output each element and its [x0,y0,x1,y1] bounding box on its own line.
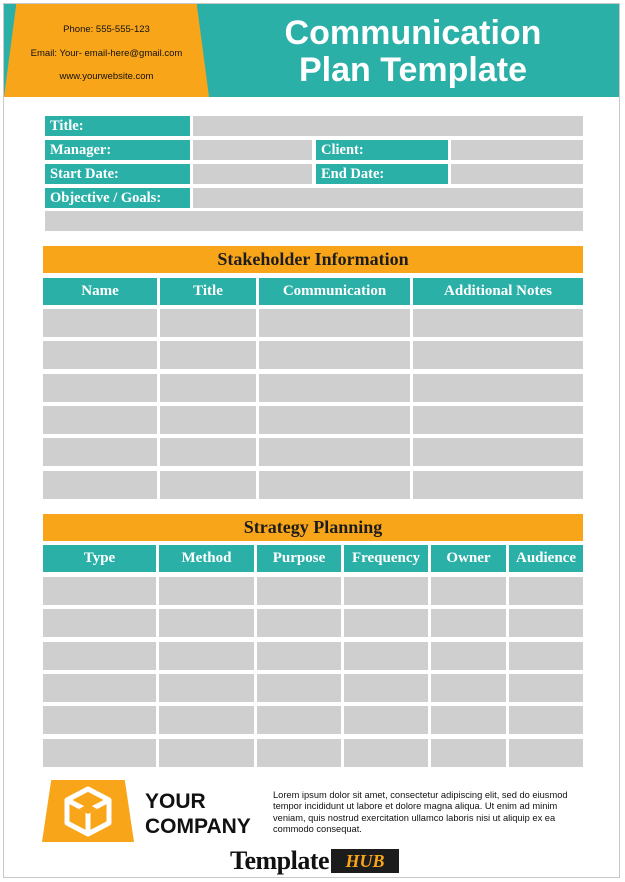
table-cell[interactable] [257,739,341,767]
table-cell[interactable] [43,309,157,337]
client-label: Client: [316,140,448,160]
table-cell[interactable] [509,674,583,702]
table-cell[interactable] [344,739,428,767]
table-cell[interactable] [509,609,583,637]
table-cell[interactable] [259,341,410,369]
objective-label: Objective / Goals: [45,188,190,208]
column-header: Frequency [344,545,428,572]
table-cell[interactable] [509,577,583,605]
client-field[interactable] [451,140,583,160]
table-cell[interactable] [344,706,428,734]
objective-field-continued[interactable] [45,211,583,231]
table-cell[interactable] [43,341,157,369]
table-cell[interactable] [413,406,583,434]
table-cell[interactable] [43,577,156,605]
table-cell[interactable] [160,374,256,402]
table-cell[interactable] [257,609,341,637]
table-cell[interactable] [43,438,157,466]
brand-hub-badge: HUB [331,849,399,873]
table-cell[interactable] [413,341,583,369]
table-cell[interactable] [159,609,254,637]
table-cell[interactable] [159,642,254,670]
table-cell[interactable] [43,609,156,637]
table-cell[interactable] [431,609,506,637]
table-cell[interactable] [431,577,506,605]
document-page [3,3,620,878]
table-cell[interactable] [43,406,157,434]
table-cell[interactable] [257,706,341,734]
table-cell[interactable] [159,674,254,702]
column-header: Purpose [257,545,341,572]
manager-label: Manager: [45,140,190,160]
start-date-field[interactable] [193,164,312,184]
table-cell[interactable] [344,609,428,637]
company-name-line-2: COMPANY [145,815,251,838]
brand-template-text: Template [230,846,330,875]
table-cell[interactable] [413,374,583,402]
table-cell[interactable] [43,374,157,402]
table-cell[interactable] [259,406,410,434]
table-cell[interactable] [413,438,583,466]
start-date-label: Start Date: [45,164,190,184]
objective-field[interactable] [193,188,583,208]
page-title-line-1: Communication [284,14,542,52]
table-cell[interactable] [160,471,256,499]
column-header: Method [159,545,254,572]
end-date-field[interactable] [451,164,583,184]
company-logo [42,780,134,842]
page-title-line-2: Plan Template [299,51,527,89]
table-cell[interactable] [431,642,506,670]
company-name-line-1: YOUR [145,790,206,813]
table-cell[interactable] [259,438,410,466]
table-cell[interactable] [43,706,156,734]
table-cell[interactable] [160,406,256,434]
table-cell[interactable] [257,674,341,702]
column-header: Communication [259,278,410,305]
table-cell[interactable] [344,577,428,605]
table-cell[interactable] [43,642,156,670]
title-label: Title: [45,116,190,136]
table-cell[interactable] [159,577,254,605]
cube-logo-icon [42,780,134,842]
table-cell[interactable] [43,674,156,702]
contact-website: www.yourwebsite.com [59,71,154,82]
manager-field[interactable] [193,140,312,160]
footer-description: Lorem ipsum dolor sit amet, consectetur adipiscing elit, sed do eiusmod tempor incididunt ut labore et dolore magna aliqua. Ut enim ad minim veniam, quis nostrud exercitation ullamco laboris nisi ut aliquip ex ea commodo consequat. [273,790,568,834]
table-cell[interactable] [344,674,428,702]
table-cell[interactable] [509,706,583,734]
contact-email: Email: Your- email-here@gmail.com [30,48,183,59]
table-cell[interactable] [431,706,506,734]
table-cell[interactable] [413,471,583,499]
table-cell[interactable] [509,642,583,670]
table-cell[interactable] [43,739,156,767]
table-cell[interactable] [509,739,583,767]
contact-phone: Phone: 555-555-123 [63,24,150,35]
strategy-heading: Strategy Planning [43,514,583,541]
title-field[interactable] [193,116,583,136]
table-cell[interactable] [259,309,410,337]
table-cell[interactable] [160,309,256,337]
table-cell[interactable] [43,471,157,499]
column-header: Owner [431,545,506,572]
table-cell[interactable] [259,374,410,402]
table-cell[interactable] [344,642,428,670]
column-header: Additional Notes [413,278,583,305]
table-cell[interactable] [413,309,583,337]
column-header: Audience [509,545,583,572]
table-cell[interactable] [159,739,254,767]
column-header: Type [43,545,156,572]
column-header: Name [43,278,157,305]
table-cell[interactable] [259,471,410,499]
table-cell[interactable] [160,438,256,466]
stakeholder-heading: Stakeholder Information [43,246,583,273]
table-cell[interactable] [160,341,256,369]
end-date-label: End Date: [316,164,448,184]
table-cell[interactable] [159,706,254,734]
column-header: Title [160,278,256,305]
table-cell[interactable] [257,642,341,670]
table-cell[interactable] [431,739,506,767]
table-cell[interactable] [257,577,341,605]
table-cell[interactable] [431,674,506,702]
